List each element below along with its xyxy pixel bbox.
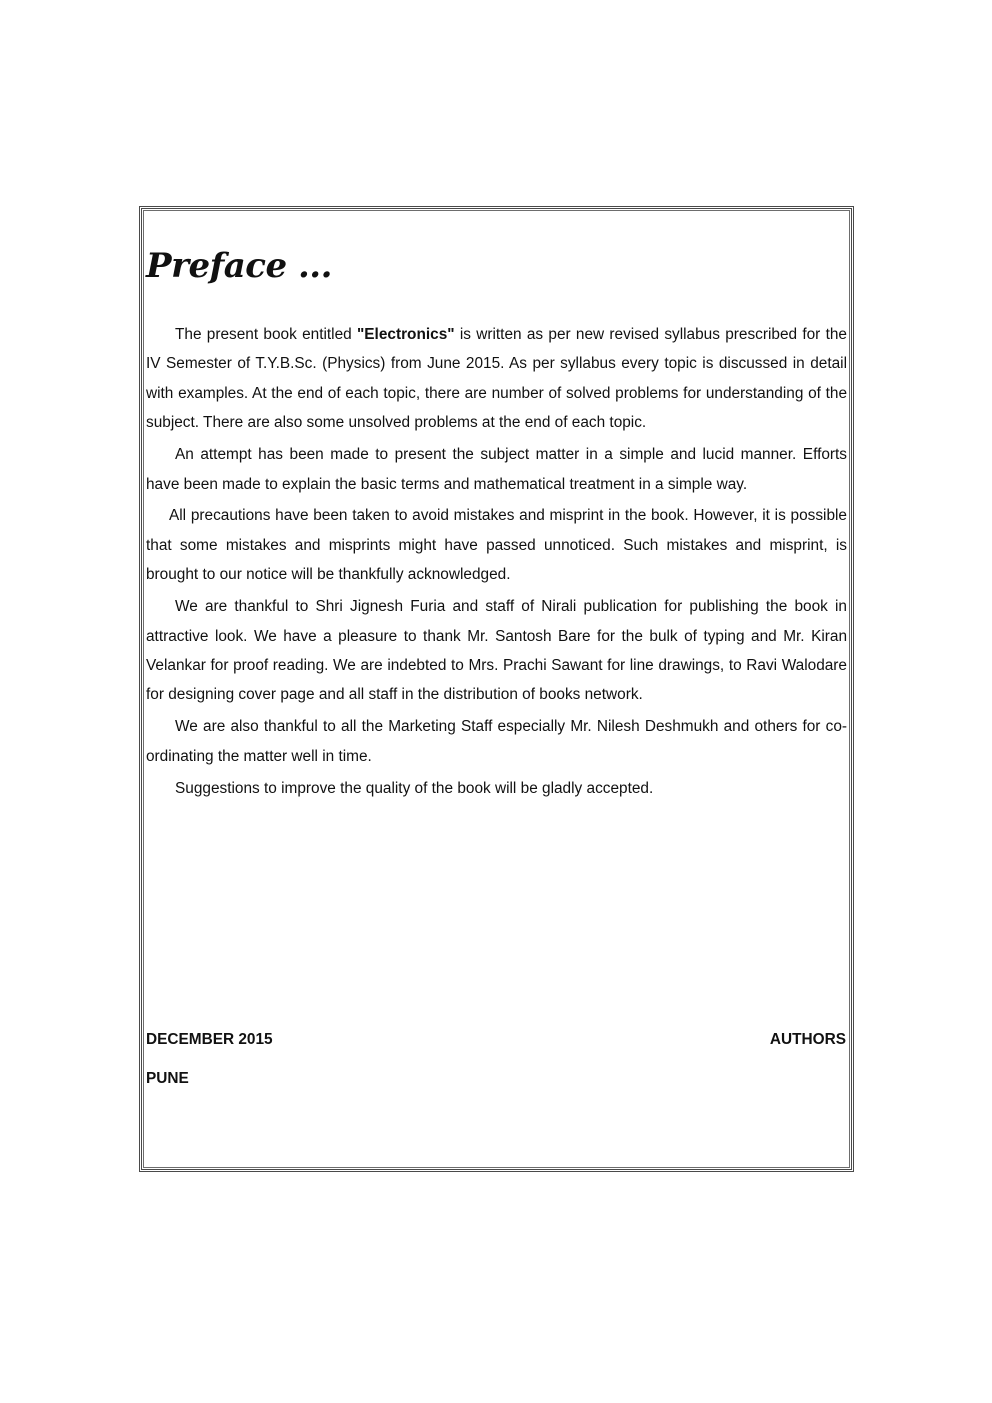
paragraph-suggestions: Suggestions to improve the quality of the book will be gladly accepted. <box>175 779 654 797</box>
signature-place: PUNE <box>146 1070 189 1087</box>
book-title: "Electronics" <box>356 326 455 343</box>
paragraph-thanks-marketing: We are also thankful to all the Marketing Staff especially Mr. Nilesh Deshmukh and others for co-ordinating the matter well in time. <box>146 718 847 765</box>
intro-text-start: The present book entitled <box>175 326 357 343</box>
signature-authors: AUTHORS <box>769 1031 846 1048</box>
page-title: Preface ... <box>146 246 332 286</box>
paragraph-approach: An attempt has been made to present the subject matter in a simple and lucid manner. Efforts have been made to explain the basic terms and mathematical treatment in a simple way. <box>146 446 847 493</box>
paragraph-precautions: All precautions have been taken to avoid mistakes and misprint in the book. However, it is possible that some mistakes and misprints might have passed unnoticed. Such mistakes and misprint, is brought to our notice will be thankfully acknowledged. <box>146 507 847 584</box>
signature-date: DECEMBER 2015 <box>146 1031 273 1048</box>
preface-body <box>146 320 847 806</box>
paragraph-thanks-publisher: We are thankful to Shri Jignesh Furia and staff of Nirali publication for publishing the book in attractive look. We have a pleasure to thank Mr. Santosh Bare for the bulk of typing and Mr. Kiran Velankar for proof reading. We are indebted to Mrs. Prachi Sawant for line drawings, to Ravi Walodare for designing cover page and all staff in the distribution of books network. <box>146 598 847 704</box>
paragraph-intro <box>146 320 847 438</box>
intro-text-end: is written as per new revised syllabus prescribed for the IV Semester of T.Y.B.Sc. (Physics) from June 2015. As per syllabus every topic is discussed in detail with examples. At the end of each topic, there are number of solved problems for understanding of the subject. There are also some unsolved problems at the end of each topic. <box>146 326 847 432</box>
